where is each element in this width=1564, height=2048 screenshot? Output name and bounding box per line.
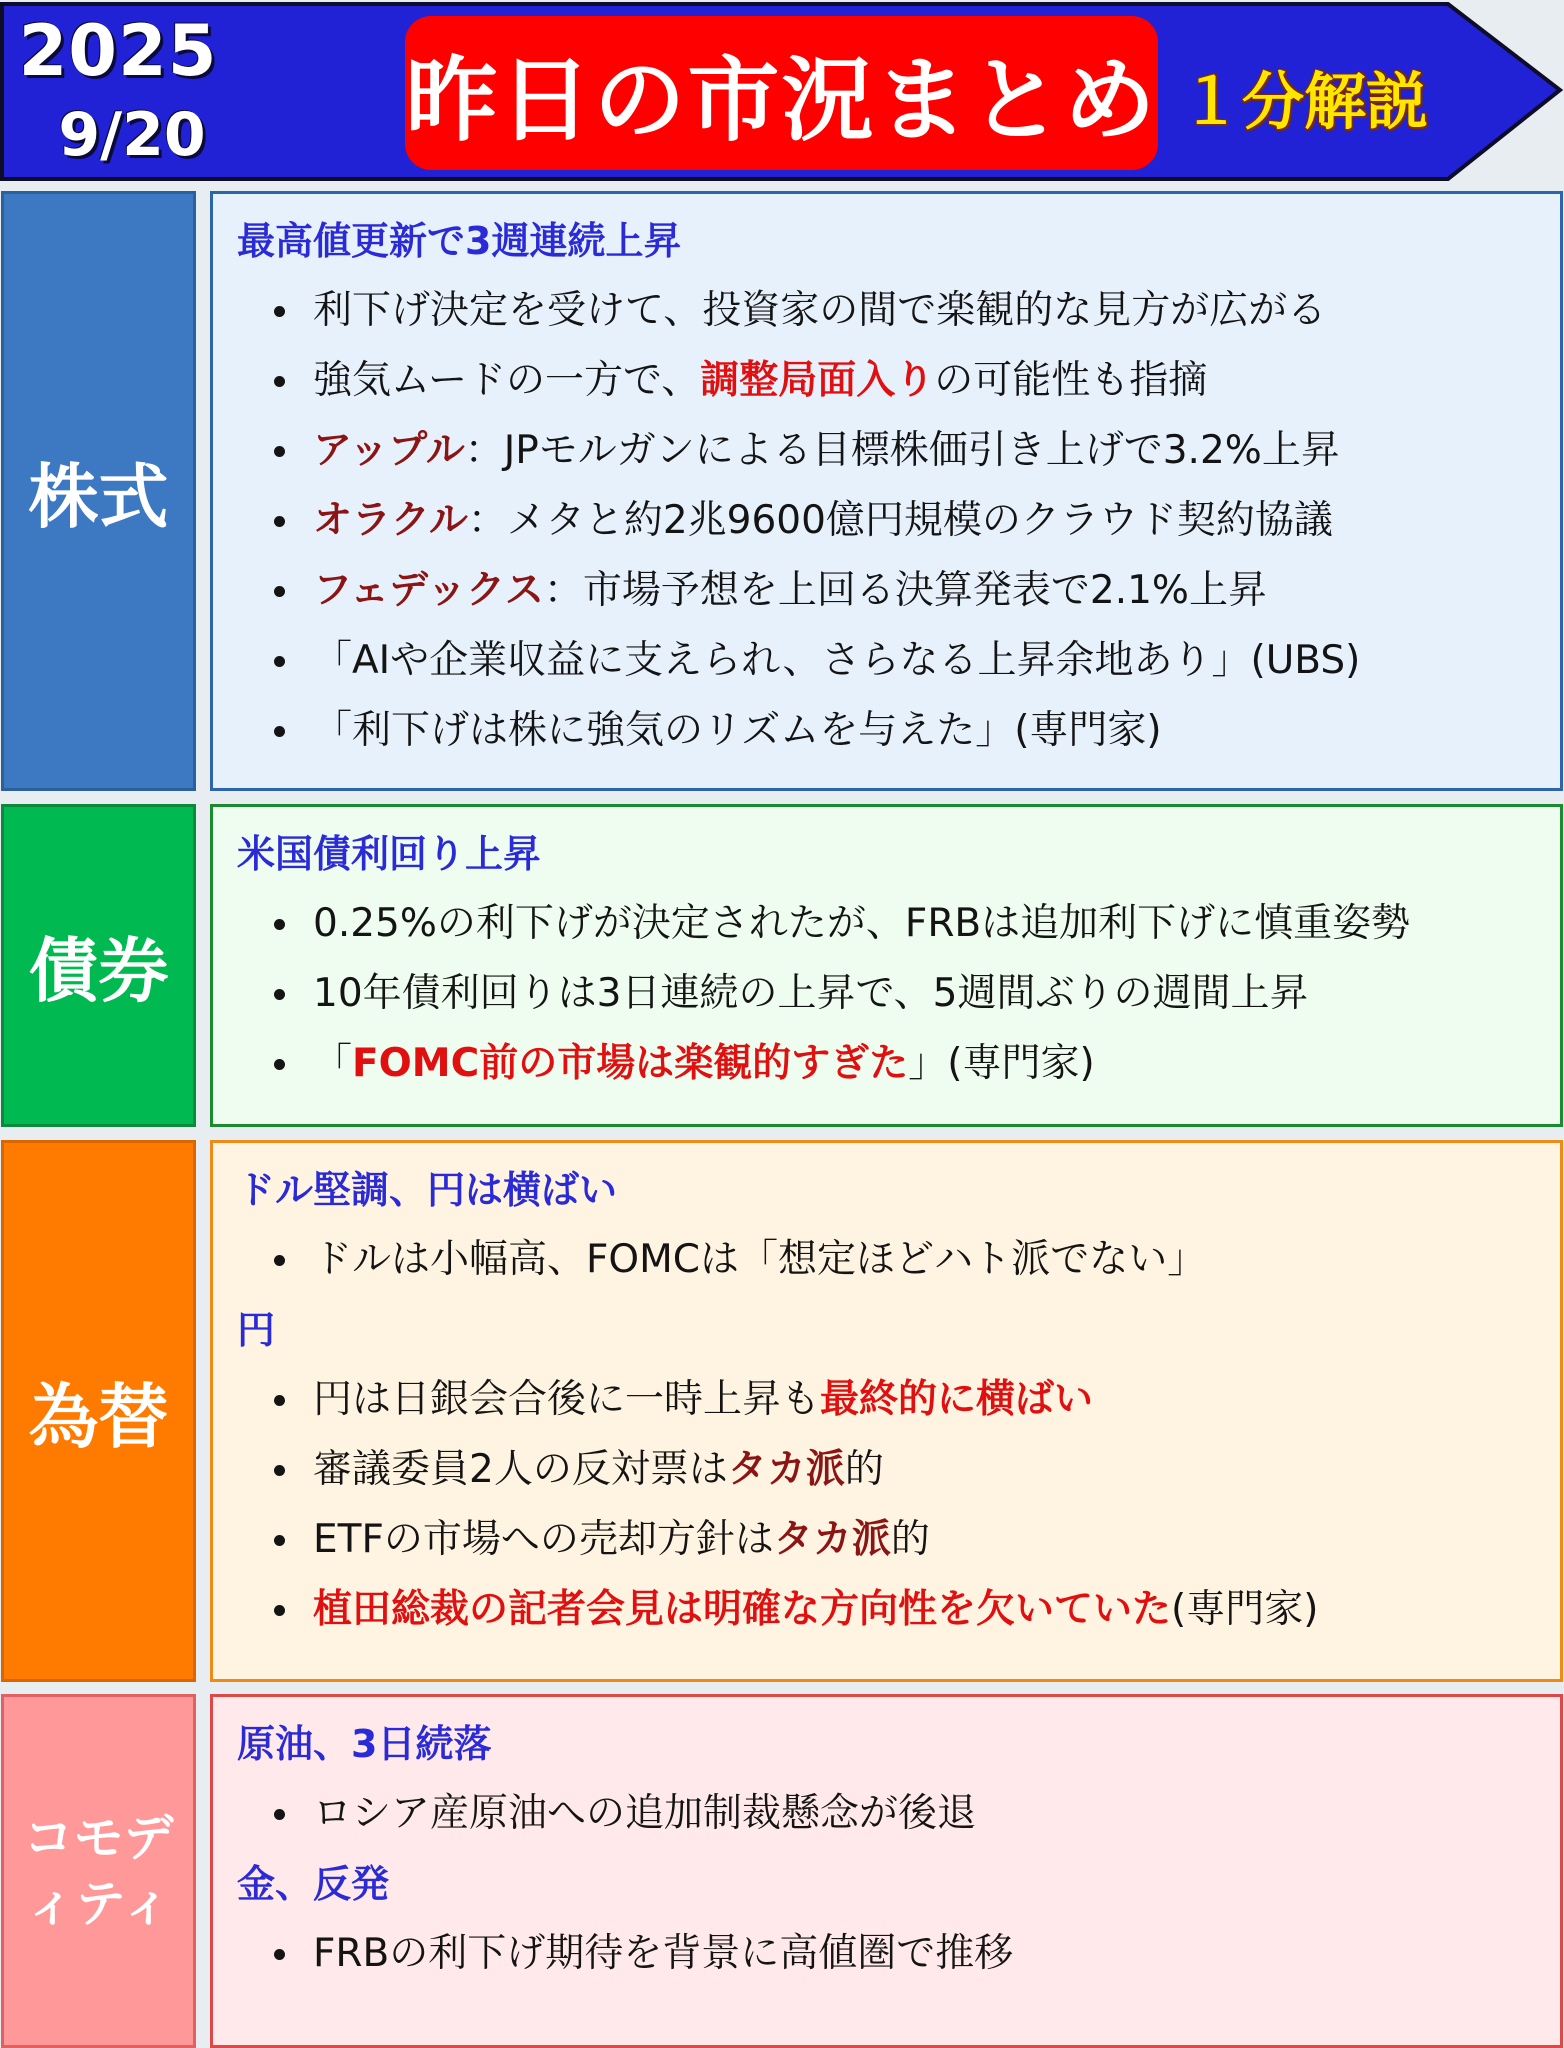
date-year: 2025	[18, 10, 218, 92]
list-item	[237, 1377, 1540, 1423]
section-label-fx-text: 為替	[28, 1375, 169, 1458]
page-title: 昨日の市況まとめ	[405, 47, 1158, 154]
list-item	[237, 428, 1540, 474]
item-text: の可能性も指摘	[934, 358, 1208, 403]
section-label-commodities-line1: コモデ	[23, 1809, 174, 1867]
list-item	[237, 1517, 1540, 1563]
list-item	[237, 1447, 1540, 1493]
item-text: 的	[844, 1447, 884, 1492]
fx-list-yen	[237, 1377, 1540, 1633]
stocks-list	[237, 288, 1540, 754]
item-highlight: FOMC前の市場は楽観的すぎた	[352, 1041, 909, 1086]
list-item	[237, 901, 1540, 947]
list-item	[237, 568, 1540, 614]
commodities-heading-gold: 金、反発	[237, 1862, 390, 1906]
item-text: 強気ムードの一方で、	[313, 358, 701, 403]
item-text: 」(専門家)	[908, 1041, 1095, 1086]
section-label-commodities	[1, 1694, 196, 2048]
company-name: オラクル	[313, 498, 468, 543]
commodities-list-oil	[237, 1791, 1540, 1837]
company-name: アップル	[313, 428, 465, 473]
item-text: ：市場予想を上回る決算発表で2.1%上昇	[543, 568, 1267, 613]
section-label-stocks-text: 株式	[28, 455, 169, 538]
item-text: ロシア産原油への追加制裁懸念が後退	[313, 1791, 977, 1836]
list-item	[237, 971, 1540, 1017]
item-text: 0.25%の利下げが決定されたが、FRBは追加利下げに慎重姿勢	[313, 901, 1411, 946]
item-text: (専門家)	[1171, 1587, 1319, 1632]
item-text: 「AIや企業収益に支えられ、さらなる上昇余地あり」(UBS)	[313, 638, 1361, 683]
section-panel-fx	[210, 1140, 1563, 1682]
fx-heading-dollar: ドル堅調、円は横ばい	[237, 1168, 618, 1212]
commodities-heading-oil: 原油、3日続落	[237, 1722, 492, 1766]
list-item	[237, 358, 1540, 404]
item-highlight: 最終的に横ばい	[820, 1377, 1094, 1422]
item-text: 的	[890, 1517, 930, 1562]
list-item	[237, 1587, 1540, 1633]
item-text: 審議委員2人の反対票は	[313, 1447, 728, 1492]
item-text: ドルは小幅高、FOMCは「想定ほどハト派でない」	[313, 1237, 1207, 1282]
header-banner	[0, 0, 1564, 183]
section-panel-commodities	[210, 1694, 1563, 2048]
list-item	[237, 498, 1540, 544]
section-panel-stocks	[210, 191, 1563, 791]
item-text: 利下げ決定を受けて、投資家の間で楽観的な見方が広がる	[313, 288, 1327, 333]
section-label-fx	[1, 1140, 196, 1682]
fx-heading-yen: 円	[237, 1308, 276, 1352]
list-item	[237, 708, 1540, 754]
list-item	[237, 288, 1540, 334]
list-item	[237, 1791, 1540, 1837]
section-label-commodities-line2: ィティ	[25, 1875, 172, 1933]
section-label-stocks	[1, 191, 196, 791]
commodities-list-gold	[237, 1931, 1540, 1977]
stocks-heading: 最高値更新で3週連続上昇	[237, 219, 682, 263]
date-day: 9/20	[58, 100, 206, 170]
list-item	[237, 1931, 1540, 1977]
company-name: フェデックス	[313, 568, 544, 613]
section-label-bonds	[1, 804, 196, 1127]
item-text: ：JPモルガンによる目標株価引き上げで3.2%上昇	[464, 428, 1340, 473]
item-highlight: タカ派	[727, 1447, 845, 1492]
list-item	[237, 1237, 1540, 1283]
list-item	[237, 1041, 1540, 1087]
item-text: ETFの市場への売却方針は	[313, 1517, 774, 1562]
subtitle: １分解説	[1180, 65, 1429, 138]
item-text: 「	[313, 1041, 353, 1086]
section-label-bonds-text: 債券	[28, 930, 169, 1012]
item-text: FRBの利下げ期待を背景に高値圏で推移	[313, 1931, 1014, 1976]
bonds-list	[237, 901, 1540, 1087]
item-highlight: 植田総裁の記者会見は明確な方向性を欠いていた	[313, 1587, 1172, 1632]
bonds-heading: 米国債利回り上昇	[237, 832, 542, 876]
item-highlight: タカ派	[773, 1517, 891, 1562]
item-text: 「利下げは株に強気のリズムを与えた」(専門家)	[313, 708, 1162, 753]
title-box	[405, 16, 1158, 170]
item-text: 10年債利回りは3日連続の上昇で、5週間ぶりの週間上昇	[313, 971, 1309, 1016]
section-panel-bonds	[210, 804, 1563, 1127]
item-text: 円は日銀会合後に一時上昇も	[313, 1377, 821, 1422]
item-text: ：メタと約2兆9600億円規模のクラウド契約協議	[467, 498, 1333, 543]
fx-list-dollar	[237, 1237, 1540, 1283]
item-highlight: 調整局面入り	[700, 358, 935, 403]
list-item	[237, 638, 1540, 684]
